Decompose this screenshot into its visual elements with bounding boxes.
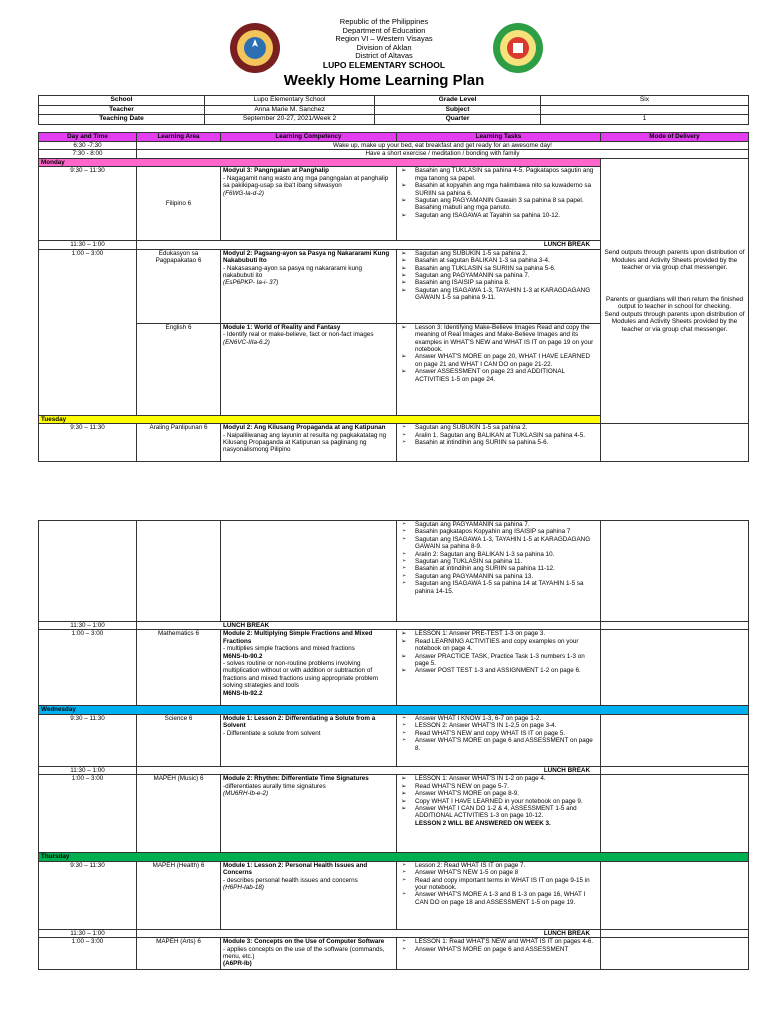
- task-item: ➢ Read LEARNING ACTIVITIES and copy examples on your notebook on page 4.: [399, 638, 598, 653]
- time-cell: 6:30 -7:30: [39, 142, 137, 150]
- tasks-cell: [397, 323, 601, 415]
- area-cell: Araling Panlipunan 6: [137, 424, 221, 462]
- task-item: ➢ Lesson 3: Identifying Make-Believe Images Read and copy the meaning of Real Images and Make-Believe Images and its examples in WHAT'S NEW and WHAT IS IT on page 19 on your notebook.: [399, 324, 598, 354]
- mode-of-delivery-cell: [601, 158, 749, 423]
- mode-text-2a: Parents or guardians will then return the finished output to teacher in school for checking.: [605, 295, 744, 311]
- task-item: ➢ Basahin at kopyahin ang mga halimbawa nito sa kuwaderno sa SURIIN sa pahina 6.: [399, 182, 598, 197]
- tasks-cell: [397, 938, 601, 970]
- competency-desc: -differentiates aurally time signatures: [223, 782, 326, 790]
- competency-cell: [221, 630, 397, 706]
- task-item: ➢ Answer WHAT I KNOW 1-3, 6-7 on page 1-2.: [399, 715, 598, 722]
- lunch-break: LUNCH BREAK: [137, 766, 601, 774]
- routine-text: Have a short exercise / meditation / bonding with family: [137, 150, 749, 158]
- time-cell: 11:30 – 1:00: [39, 622, 137, 630]
- competency-code: M6NS-Ib-92.2: [223, 689, 263, 697]
- tasks-cell: [397, 775, 601, 853]
- tasks-cell: [397, 714, 601, 766]
- module-title: Modyul 3: Pangngalan at Panghalip: [223, 167, 330, 175]
- module-title: Modyul 2: Pagsang-ayon sa Pasya ng Nakararami Kung Nakabubuti Ito: [223, 249, 390, 265]
- task-item: ➢ Answer WHAT'S MORE on page 6 and ASSESSMENT on page 8.: [399, 737, 598, 752]
- task-item: ➢ Answer WHAT I CAN DO 1-2 & 4, ASSESSMENT 1-5 and ADDITIONAL ACTIVITIES 1-3 on page 10-12.: [399, 805, 598, 820]
- task-item: ➢ Basahin pagkatapos Kopyahin ang ISAISIP sa pahina 7: [399, 528, 598, 535]
- module-title: Module 3: Concepts on the Use of Computer Software: [223, 938, 385, 946]
- day-monday: Monday: [39, 158, 601, 167]
- header-line-3: Region VI – Western Visayas: [335, 34, 433, 43]
- task-item: ➢ Basahin at sagutan BALIKAN 1-3 sa pahina 3-4.: [399, 257, 598, 264]
- task-item: ➢ Answer POST TEST 1-3 and ASSIGNMENT 1-2 on page 6.: [399, 667, 598, 674]
- module-title: Module 2: Rhythm: Differentiate Time Signatures: [223, 775, 369, 783]
- lunch-break-label: LUNCH BREAK: [223, 622, 270, 629]
- mode-text-2b: Send outputs through parents upon distribution of Modules and Activity Sheets provided by the teacher or via group chat messenger.: [604, 310, 745, 333]
- time-cell: 1:00 – 3:00: [39, 630, 137, 706]
- module-title: Module 1: Lesson 2: Differentiating a Solute from a Solvent: [223, 714, 376, 730]
- task-item: ➢ Answer ASSESSMENT on page 23 and ADDITIONAL ACTIVITIES 1-5 on page 24.: [399, 368, 598, 383]
- competency-code: (EN6VC-IIIa-6.2): [223, 338, 270, 346]
- task-item: ➢ LESSON 2: Answer WHAT'S IN 1-2,5 on page 3-4.: [399, 722, 598, 729]
- col-learning-area: Learning Area: [137, 133, 221, 142]
- teacher-label: Teacher: [39, 105, 205, 115]
- competency-desc: - Identify real or make-believe, fact or non-fact images: [223, 331, 374, 339]
- grade-value: Six: [541, 96, 749, 106]
- date-value: September 20-27, 2021/Week 2: [205, 115, 375, 125]
- school-label: School: [39, 96, 205, 106]
- plan-table-page-2: [38, 520, 749, 970]
- empty-cell: [601, 929, 749, 937]
- task-item: ➢ Sagutan ang ISAGAWA at Tayahin sa pahina 10-12.: [399, 212, 598, 219]
- task-item: ➢ Read WHAT'S NEW on page 5-7.: [399, 783, 598, 790]
- subject-value: [541, 105, 749, 115]
- school-name: LUPO ELEMENTARY SCHOOL: [322, 59, 446, 70]
- empty-cell: [601, 630, 749, 706]
- area-cell: Filipino 6: [137, 167, 221, 241]
- teacher-value: Anna Marie M. Sanchez: [205, 105, 375, 115]
- competency-cell: [221, 167, 397, 241]
- task-item: ➢ Answer WHAT'S MORE on page 6 and ASSESSMENT: [399, 946, 598, 953]
- empty-cell: [601, 775, 749, 853]
- competency-desc: - solves routine or non-routine problems involving multiplication without or with addition or subtraction of fractions and mixed fractions using appropriate problem solving strategies and tools: [223, 660, 379, 690]
- time-cell: 1:00 – 3:00: [39, 775, 137, 853]
- task-item: ➢ Sagutan ang PAGYAMANIN Gawain 3 sa pahina 8 sa papel. Basahing mabuti ang mga panuto.: [399, 197, 598, 212]
- tasks-cell: [397, 630, 601, 706]
- task-item: ➢ LESSON 1: Answer PRE-TEST 1-3 on page 3.: [399, 630, 598, 637]
- empty-cell: [601, 424, 749, 462]
- area-cell: Edukasyon sa Pagpapakatao 6: [137, 249, 221, 323]
- task-item: ➢ Basahin at intindihin ang SURIIN sa pahina 11-12.: [399, 565, 598, 572]
- empty-cell: [221, 521, 397, 622]
- competency-cell: [221, 861, 397, 929]
- col-day-time: Day and Time: [39, 133, 137, 142]
- task-item: ➢ Sagutan ang TUKLASIN sa pahina 11.: [399, 558, 598, 565]
- quarter-value: 1: [541, 115, 749, 125]
- area-cell: MAPEH (Health) 6: [137, 861, 221, 929]
- competency-code: (MU6RH-Ib-e-2): [223, 790, 269, 798]
- date-label: Teaching Date: [39, 115, 205, 125]
- competency-cell: [221, 775, 397, 853]
- tasks-cell: [397, 424, 601, 462]
- task-item: ➢ Sagutan ang PAGYAMANIN sa pahina 7.: [399, 272, 598, 279]
- col-learning-tasks: Learning Tasks: [397, 133, 601, 142]
- task-item: ➢ Sagutan ang ISAGAWA 1-3, TAYAHIN 1-3 at KARAGDAGANG GAWAIN 1-5 sa pahina 9-11.: [399, 287, 598, 302]
- module-title: Module 1: World of Reality and Fantasy: [223, 323, 341, 331]
- header-line-1: Republic of the Philippines: [339, 17, 429, 26]
- time-cell: 9:30 – 11:30: [39, 424, 137, 462]
- col-learning-competency: Learning Competency: [221, 133, 397, 142]
- header-line-5: District of Altavas: [355, 51, 413, 60]
- tasks-cell: [397, 167, 601, 241]
- grade-label: Grade Level: [375, 96, 541, 106]
- time-cell: 11:30 – 1:00: [39, 929, 137, 937]
- competency-cell: [221, 424, 397, 462]
- quarter-label: Quarter: [375, 115, 541, 125]
- time-cell: 11:30 – 1:00: [39, 766, 137, 774]
- competency-code: (F6WG-Ia-d-2): [223, 189, 264, 197]
- task-item: ➢ Sagutan ang SUBUKIN 1-5 sa pahina 2.: [399, 424, 598, 431]
- competency-cell: [221, 938, 397, 970]
- plan-table-page-1: [38, 132, 749, 462]
- empty-cell: [137, 521, 221, 622]
- competency-code: (H6PH-Iab-18): [223, 884, 264, 892]
- empty-cell: [39, 521, 137, 622]
- task-item: ➢ Answer WHAT'S MORE on page 20, WHAT I HAVE LEARNED on page 21 and WHAT I CAN DO on page 21-22.: [399, 353, 598, 368]
- school-value: Lupo Elementary School: [205, 96, 375, 106]
- module-title: Module 1: Lesson 2: Personal Health Issues and Concerns: [223, 861, 368, 877]
- tasks-cell: [397, 521, 601, 622]
- task-item: ➢ Answer WHAT'S MORE A 1-3 and B 1-3 on page 16, WHAT I CAN DO on page 18 and ASSESSMENT 1-5 on page 19.: [399, 891, 598, 906]
- task-item: ➢ Lesson 2: Read WHAT IS IT on page 7.: [399, 862, 598, 869]
- task-item: ➢ Sagutan ang PAGYAMANIN sa pahina 7.: [399, 521, 598, 528]
- empty-cell: [601, 938, 749, 970]
- time-cell: 1:00 – 3:00: [39, 249, 137, 415]
- info-table: [38, 95, 749, 125]
- competency-code: (A6PR-Ib): [223, 960, 252, 968]
- task-item: ➢ Answer WHAT'S MORE on page 8-9.: [399, 790, 598, 797]
- time-cell: 9:30 – 11:30: [39, 714, 137, 766]
- task-item: ➢ Basahin at intindihin ang SURIIN sa pahina 5-6.: [399, 439, 598, 446]
- empty-cell: [601, 521, 749, 622]
- day-wednesday: Wednesday: [39, 706, 749, 715]
- competency-desc: - Nakasasang-ayon sa pasya ng nakararami kung nakabubuti ito: [223, 264, 362, 279]
- competency-cell: [221, 714, 397, 766]
- time-cell: 9:30 – 11:30: [39, 167, 137, 241]
- area-cell: MAPEH (Arts) 6: [137, 938, 221, 970]
- time-cell: 7:30 - 8:00: [39, 150, 137, 158]
- empty-cell: [601, 766, 749, 774]
- routine-text: Wake up, make up your bed, eat breakfast and get ready for an awesome day!: [137, 142, 749, 150]
- header-line-4: Division of Aklan: [356, 42, 412, 52]
- empty-cell: [601, 714, 749, 766]
- task-item: ➢ Copy WHAT I HAVE LEARNED in your notebook on page 9.: [399, 798, 598, 805]
- col-mode-of-delivery: Mode of Delivery: [601, 133, 749, 142]
- lunch-break: LUNCH BREAK: [137, 929, 601, 937]
- page-title: Weekly Home Learning Plan: [283, 72, 485, 89]
- competency-desc: - describes personal health issues and concerns: [223, 876, 358, 884]
- task-item: ➢ LESSON 1: Read WHAT'S NEW and WHAT IS IT on pages 4-6.: [399, 938, 598, 945]
- competency-desc: - Differentiate a solute from solvent: [223, 729, 321, 737]
- task-item: ➢ Answer WHAT'S NEW 1-5 on page 8: [399, 869, 598, 876]
- tasks-cell: [397, 249, 601, 323]
- module-title: Module 2: Multiplying Simple Fractions and Mixed Fractions: [223, 630, 373, 645]
- task-item: ➢ Read and copy important terms in WHAT IS IT on page 9-15 in your notebook.: [399, 877, 598, 892]
- task-item: ➢ Basahin ang TUKLASIN sa SURIIN sa pahina 5-6.: [399, 265, 598, 272]
- competency-code: M6NS-Ib-90.2: [223, 652, 263, 660]
- competency-cell: [221, 323, 397, 415]
- task-item: ➢ Read WHAT'S NEW and copy WHAT IS IT on page 5.: [399, 730, 598, 737]
- tasks-cell: [397, 861, 601, 929]
- task-item: ➢ Basahin ang TUKLASIN sa pahina 4-5. Pagkatapos sagutin ang mga tanong sa papel.: [399, 167, 598, 182]
- competency-desc: - Nagagamit nang wasto ang mga pangngalan at panghalip sa pakikipag-usap sa iba't ibang sitwasyon: [223, 174, 389, 190]
- task-item: ➢ Sagutan ang ISAGAWA 1-3, TAYAHIN 1-5 at KARAGDAGANG GAWAIN sa pahina 8-9.: [399, 536, 598, 551]
- time-cell: 1:00 – 3:00: [39, 938, 137, 970]
- day-tuesday: Tuesday: [39, 415, 601, 424]
- time-cell: 11:30 – 1:00: [39, 241, 137, 249]
- module-title: Modyul 2: Ang Kilusang Propaganda at ang Katipunan: [223, 424, 386, 432]
- lesson-note: LESSON 2 WILL BE ANSWERED ON WEEK 3.: [415, 819, 551, 827]
- competency-desc: - Naipaliliwanag ang layunin at resulta ng pagkakatatag ng Kilusang Propaganda at Katipunan sa paglinang ng nasyonalismong Pilipino: [223, 431, 387, 454]
- area-cell: Mathematics 6: [137, 630, 221, 706]
- empty-cell: [601, 622, 749, 630]
- header-line-2: Department of Education: [342, 25, 426, 35]
- task-item: ➢ Sagutan ang SUBUKIN 1-5 sa pahina 2.: [399, 250, 598, 257]
- task-item: ➢ LESSON 1: Answer WHAT'S IN 1-2 on page 4.: [399, 775, 598, 782]
- area-cell: Science 6: [137, 714, 221, 766]
- subject-label: Subject: [375, 105, 541, 115]
- area-cell: MAPEH (Music) 6: [137, 775, 221, 853]
- task-item: ➢ Answer PRACTICE TASK, Practice Task 1-3 numbers 1-3 on page 5.: [399, 653, 598, 668]
- time-cell: 9:30 – 11:30: [39, 861, 137, 929]
- competency-desc: - multiplies simple fractions and mixed fractions: [223, 645, 355, 653]
- lunch-break: [137, 622, 601, 630]
- empty-cell: [601, 861, 749, 929]
- competency-code: (EsP6PKP- Ia-i- 37): [223, 279, 279, 287]
- competency-desc: - applies concepts on the use of the software (commands, menu, etc.): [223, 945, 385, 961]
- task-item: ➢ Basahin ang ISAISIP sa pahina 8.: [399, 279, 598, 286]
- task-item: ➢ Sagutan ang ISAGAWA 1-5 sa pahina 14 at TAYAHIN 1-5 sa pahina 14-15.: [399, 580, 598, 595]
- day-thursday: Thursday: [39, 853, 749, 862]
- mode-text-1: Send outputs through parents upon distribution of Modules and Activity Sheets provided by the teacher or via group chat messenger.: [604, 249, 745, 272]
- task-item: ➢ Sagutan ang PAGYAMANIN sa pahina 13.: [399, 573, 598, 580]
- task-item: ➢ Aralin 1. Sagutan ang BALIKAN at TUKLASIN sa pahina 4-5.: [399, 432, 598, 439]
- competency-cell: [221, 249, 397, 323]
- lunch-break: LUNCH BREAK: [137, 241, 601, 249]
- area-cell: English 6: [137, 323, 221, 415]
- task-item: ➢ Aralin 2: Sagutan ang BALIKAN 1-3 sa pahina 10.: [399, 551, 598, 558]
